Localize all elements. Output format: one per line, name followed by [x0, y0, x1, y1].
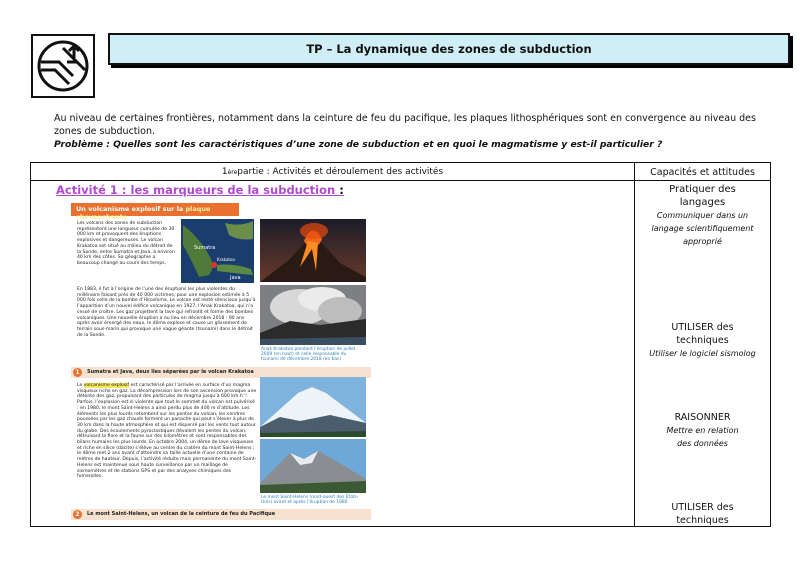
- page-title: TP – La dynamique des zones de subduction: [306, 42, 592, 56]
- mount-st-helens-after-photo: [260, 439, 366, 493]
- skill-reasoning: [635, 411, 770, 450]
- skill-3-description: Mettre en relation des données: [666, 426, 739, 448]
- title-banner: [108, 33, 790, 65]
- document-paragraph-1: Les volcans des zones de subduction représentent une longueur cumulée de 30 000 km et provoquent des éruptions explosives et dangereuses. Le volcan Krakatoa est situé au milieu du détroit de la Sonde, entre Sumatra et Java, à environ 40 km des côtes. Sa géographie a beaucoup changé au cours des temps.: [77, 221, 175, 266]
- document-caption-2: [71, 509, 371, 520]
- skill-communicate: [635, 183, 770, 248]
- skill-1-title: Pratiquer des langages: [669, 184, 736, 208]
- problem-statement: Problème : Quelles sont les caractéristiques d’une zone de subduction et en quoi le magmatisme y est-il particulier ?: [54, 139, 663, 150]
- caption-1-number: 1: [73, 368, 82, 377]
- skill-use-techniques: [635, 321, 770, 360]
- paragraph-3-start: Le: [77, 383, 84, 388]
- textbook-document: [71, 203, 371, 521]
- paragraph-3-highlight: volcanisme explosif: [83, 383, 130, 388]
- header-activities-label: partie : Activités et déroulement des activités: [237, 167, 444, 177]
- intro-paragraph: Au niveau de certaines frontières, notamment dans la ceinture de feu du pacifique, les plaques lithosphériques sont en convergence au niveau des zones de subduction.: [54, 113, 756, 137]
- header-skills: Capacités et attitudes: [650, 166, 755, 178]
- mount-st-helens-before-photo: [260, 377, 366, 437]
- activity-1-title: [56, 183, 344, 197]
- activity-1-title-colon: :: [339, 183, 344, 197]
- skill-use-techniques-2: [635, 501, 770, 527]
- header-activities-number: 1: [221, 167, 228, 177]
- map-label-krakatoa: Krakatoa: [217, 257, 235, 262]
- document-paragraph-3: [77, 383, 257, 480]
- skill-1-description: Communiquer dans un langage scientifiquement approprié: [651, 211, 754, 246]
- document-banner-highlight: plaque chevauchante: [76, 205, 211, 221]
- map-label-java: Java: [230, 275, 241, 281]
- activities-table: [30, 162, 771, 527]
- sumatra-java-satellite-map: [181, 219, 254, 283]
- subduction-plates-icon: [31, 34, 95, 98]
- header-activities-sup: ère: [227, 168, 238, 176]
- map-label-sumatra: Sumatra: [194, 245, 216, 251]
- krakatoa-eruption-photo-2018: [260, 285, 366, 345]
- document-banner: [71, 203, 239, 221]
- paragraph-3-body: est caractérisé par l’arrivée en surface d’un magma visqueux riche en gaz. La décompression lors de son ascension provoque une détente des gaz, propulsant des particules de magma jusqu’à 600 km.h⁻¹. Parfois, l’explosion est si violente que tout le sommet du volcan est pulvérisé : en 1980, le mont Saint-Helens a ainsi perdu plus de 400 m d’altitude. Les éléments les plus lourds retombent sur les pentes du volcan, les cendres poussées par les gaz chauds forment un panache qui peut s’élever à plus de 30 km dans la haute atmosphère et qui est dispersé par les vents tout autour du globe. Des écoulements pyroclastiques dévalent les pentes du volcan, détruisant la flore et la faune sur des kilomètres et sont responsables des bilans humains les plus lourds. En octobre 2004, un dôme de lave visqueuse et riche en silice (dacite) s’élève au centre du cratère du mont Saint-Helens ; le dôme met 2 ans avant d’atteindre sa taille actuelle d’une centaine de mètres de hauteur. Depuis, l’activité réduite mais permanente du mont Saint-Helens est maintenue sous haute surveillance par un maillage de sismomètres et de stations GPS et par des analyses chimiques des fumerolles.: [77, 383, 257, 480]
- header-activities: [31, 163, 634, 181]
- krakatoa-eruption-photo-2009: [260, 219, 366, 282]
- photo-1-caption: Anak Krakatoa pendant l’éruption de juillet 2009 (en haut) et celle responsable du tsunami de décembre 2018 (en bas): [261, 347, 356, 362]
- document-paragraph-2: En 1883, il fut à l’origine de l’une des éruptions les plus violentes du millénaire faisant près de 40 000 victimes, pour une explosion estimée à 5 000 fois celle de la bombe d’Hiroshima. Le volcan est resté silencieux jusqu’à l’apparition d’un nouvel édifice volcanique en 1927, l’Anak Krakatoa, qui n’a cessé de croître. Les gaz projettent la lave qui refroidit et forme des bombes volcaniques. Une nouvelle éruption a eu lieu en décembre 2018 : 90 ans après avoir émergé des eaux, le dôme explose et cause un glissement de terrain sous-marin qui provoque une vague géante (tsunami) dans le détroit de la Sonde.: [77, 287, 256, 338]
- skill-4-title: UTILISER des techniques: [671, 502, 734, 526]
- caption-1-text: Sumatra et Java, deux îles séparées par le volcan Krakatoa: [87, 369, 254, 375]
- document-banner-text: Un volcanisme explosif sur la: [76, 205, 186, 213]
- photo-2-caption: Le mont Saint-Helens (nord-ouest des États-Unis) avant et après l’éruption de 1980: [261, 495, 359, 505]
- skill-3-title: RAISONNER: [674, 412, 731, 423]
- activity-1-title-text: Activité 1 : les marqueurs de la subduction: [56, 183, 340, 197]
- skill-2-description: Utiliser le logiciel sismolog: [649, 349, 756, 358]
- skill-2-title: UTILISER des techniques: [671, 322, 734, 346]
- caption-2-text: Le mont Saint-Helens, un volcan de la ceinture de feu du Pacifique: [87, 511, 276, 517]
- caption-2-number: 2: [73, 510, 82, 519]
